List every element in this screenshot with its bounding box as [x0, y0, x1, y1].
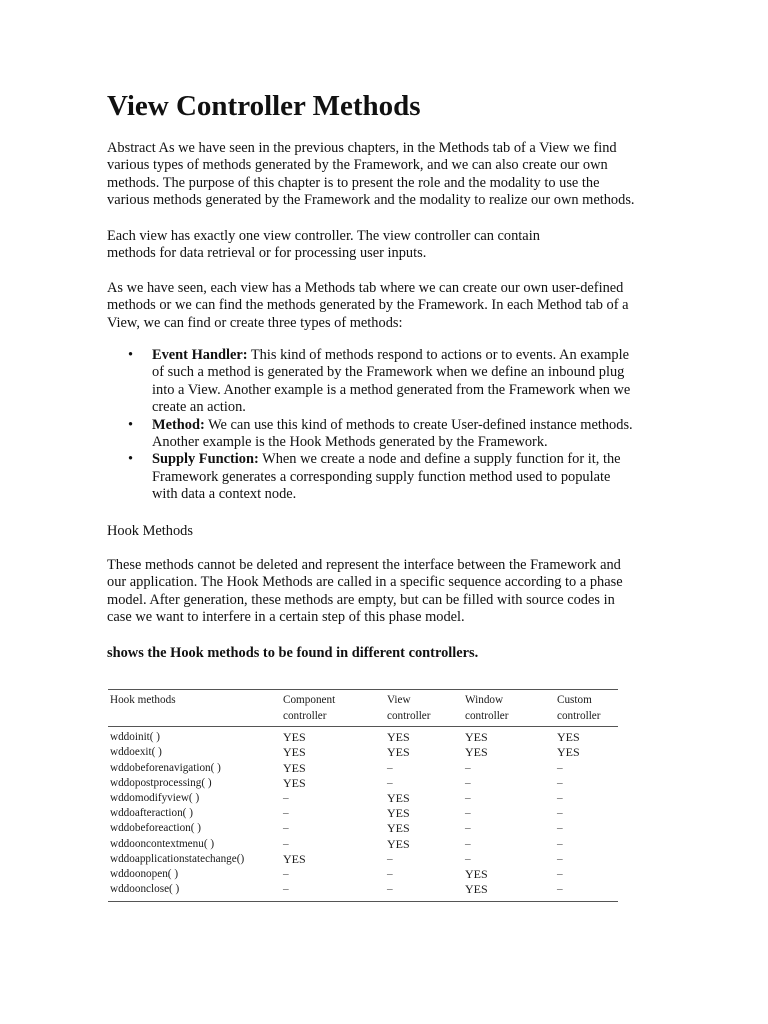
list-item	[107, 451, 667, 503]
controller-cell: –	[465, 852, 471, 865]
controller-cell: –	[387, 776, 393, 789]
table-row	[108, 867, 618, 882]
bullet-marker: •	[128, 451, 134, 468]
controller-cell: –	[465, 822, 471, 835]
controller-cell: –	[283, 822, 289, 835]
text-line: These methods cannot be deleted and represent the interface between the Framework and	[107, 557, 621, 573]
controller-cell: YES	[387, 806, 410, 821]
header-line: Hook methods	[110, 694, 176, 706]
bullet-term: Method:	[152, 416, 205, 433]
controller-cell: –	[387, 761, 393, 774]
controller-cell: YES	[283, 760, 306, 775]
controller-cell: –	[557, 868, 563, 881]
controller-cell: YES	[557, 730, 580, 745]
list-item	[107, 417, 667, 452]
table-row	[108, 806, 618, 821]
hook-methods-paragraph	[107, 557, 667, 627]
controller-cell: –	[465, 792, 471, 804]
text-line: Each view has exactly one view controller. The view controller can contain	[107, 228, 540, 244]
controller-cell: –	[465, 776, 471, 789]
hook-method-name: wddobeforeaction( )	[110, 822, 202, 835]
controller-cell: YES	[283, 730, 306, 745]
header-line: Window	[465, 694, 504, 706]
header-line: Custom	[557, 694, 592, 706]
list-item	[107, 347, 667, 417]
controller-cell: –	[557, 883, 563, 896]
text-line: methods. The purpose of this chapter is to present the role and the modality to use the	[107, 174, 600, 191]
hook-method-name: wddoapplicationstatechange()	[110, 852, 245, 865]
controller-cell: YES	[465, 730, 488, 745]
text-line: View, we can find or create three types of methods:	[107, 314, 403, 331]
controller-cell: YES	[283, 775, 306, 790]
bullet-marker: •	[128, 347, 134, 363]
text-line: model. After generation, these methods are empty, but can be filled with source codes in	[107, 591, 615, 608]
controller-cell: YES	[283, 745, 306, 760]
controller-cell: YES	[283, 851, 306, 866]
header-custom-controller	[555, 690, 618, 727]
hook-method-name: wddoonclose( )	[110, 883, 180, 896]
controller-cell: –	[387, 883, 393, 896]
bullet-text: We can use this kind of methods to create User-defined instance methods.	[204, 416, 633, 433]
header-line: Component	[283, 694, 336, 706]
method-types-list	[107, 347, 667, 504]
header-line: controller	[387, 709, 431, 722]
hook-method-name: wddoinit( )	[110, 731, 161, 744]
controller-cell: –	[557, 776, 563, 789]
hook-methods-table	[108, 689, 618, 902]
bullet-text: When we create a node and define a supply function for it, the	[258, 451, 621, 468]
controller-cell: YES	[387, 791, 410, 805]
controller-cell: –	[557, 761, 563, 774]
table-row	[108, 837, 618, 852]
controller-cell: YES	[387, 836, 410, 851]
table-row	[108, 852, 618, 867]
methods-tab-paragraph	[107, 280, 667, 332]
hook-method-name: wddomodifyview( )	[110, 792, 200, 804]
text-line: methods or we can find the methods generated by the Framework. In each Method tab of a	[107, 297, 629, 314]
hook-method-name: wddopostprocessing( )	[110, 776, 212, 789]
table-row	[108, 882, 618, 902]
controller-cell: YES	[465, 882, 488, 897]
text-line: various methods generated by the Framework and the modality to realize our own methods.	[107, 192, 635, 209]
text-line: methods for data retrieval or for processing user inputs.	[107, 245, 427, 262]
table-row	[108, 727, 618, 746]
controller-cell: –	[557, 822, 563, 835]
table-row	[108, 791, 618, 806]
bullet-text: This kind of methods respond to actions or to events. An example	[247, 347, 629, 363]
controller-cell: –	[283, 807, 289, 820]
abstract-paragraph	[107, 140, 667, 210]
controller-cell: YES	[465, 867, 488, 882]
text-line: Framework generates a corresponding supply function method used to populate	[152, 468, 611, 485]
hook-method-name: wddobeforenavigation( )	[110, 761, 221, 774]
table-row	[108, 776, 618, 791]
controller-cell: –	[465, 807, 471, 820]
controller-cell: –	[283, 868, 289, 881]
table-row	[108, 821, 618, 836]
table-body	[108, 727, 618, 902]
controller-cell: YES	[465, 745, 488, 760]
controller-cell: YES	[557, 745, 580, 760]
text-line: As we have seen, each view has a Methods tab where we can create our own user-defined	[107, 280, 624, 296]
page-title: View Controller Methods	[107, 90, 421, 122]
header-window-controller	[463, 690, 555, 727]
view-controller-paragraph	[107, 228, 667, 263]
header-line: controller	[557, 709, 601, 722]
text-line: into a View. Another example is a method generated from the Framework when we	[152, 381, 631, 398]
controller-cell: –	[557, 837, 563, 850]
table-row	[108, 761, 618, 776]
controller-cell: YES	[387, 730, 410, 745]
controller-cell: –	[557, 852, 563, 865]
table-row	[108, 745, 618, 760]
text-line: case we want to interfere in a certain step of this phase model.	[107, 609, 465, 626]
text-line: various types of methods generated by the Framework, and we can also create our own	[107, 157, 608, 174]
text-line: create an action.	[152, 399, 246, 416]
hook-method-name: wddoafteraction( )	[110, 807, 193, 820]
controller-cell: –	[465, 761, 471, 774]
hook-method-name: wddoonopen( )	[110, 868, 179, 881]
text-line: with data a context node.	[152, 486, 297, 503]
text-line	[152, 417, 667, 434]
hook-method-name: wddooncontextmenu( )	[110, 837, 215, 850]
header-line: View	[387, 694, 411, 706]
controller-cell: –	[283, 883, 289, 896]
text-line: Another example is the Hook Methods generated by the Framework.	[152, 434, 548, 451]
controller-cell: –	[387, 852, 393, 865]
header-line: controller	[465, 709, 509, 722]
controller-cell: –	[557, 807, 563, 820]
text-line: Abstract As we have seen in the previous chapters, in the Methods tab of a View we find	[107, 140, 617, 156]
bullet-marker: •	[128, 416, 134, 433]
text-line: our application. The Hook Methods are called in a specific sequence according to a phase	[107, 574, 623, 591]
controller-cell: –	[283, 792, 289, 804]
controller-cell: –	[557, 792, 563, 804]
controller-cell: YES	[387, 821, 410, 836]
controller-cell: YES	[387, 745, 410, 760]
table-header-row	[108, 690, 618, 727]
controller-cell: –	[465, 837, 471, 850]
controller-cell: –	[283, 837, 289, 850]
bullet-term: Supply Function:	[152, 451, 259, 468]
hook-method-name: wddoexit( )	[110, 746, 162, 759]
header-view-controller	[385, 690, 463, 727]
header-hook-methods	[108, 690, 281, 727]
text-line	[152, 347, 667, 364]
bullet-term: Event Handler:	[152, 347, 248, 363]
controller-cell: –	[387, 868, 393, 881]
hook-methods-heading: Hook Methods	[107, 523, 193, 539]
header-component-controller	[281, 690, 385, 727]
text-line	[152, 451, 667, 468]
text-line: of such a method is generated by the Framework when we define an inbound plug	[152, 364, 625, 381]
header-line: controller	[283, 709, 327, 722]
table-caption: shows the Hook methods to be found in different controllers.	[107, 645, 479, 661]
